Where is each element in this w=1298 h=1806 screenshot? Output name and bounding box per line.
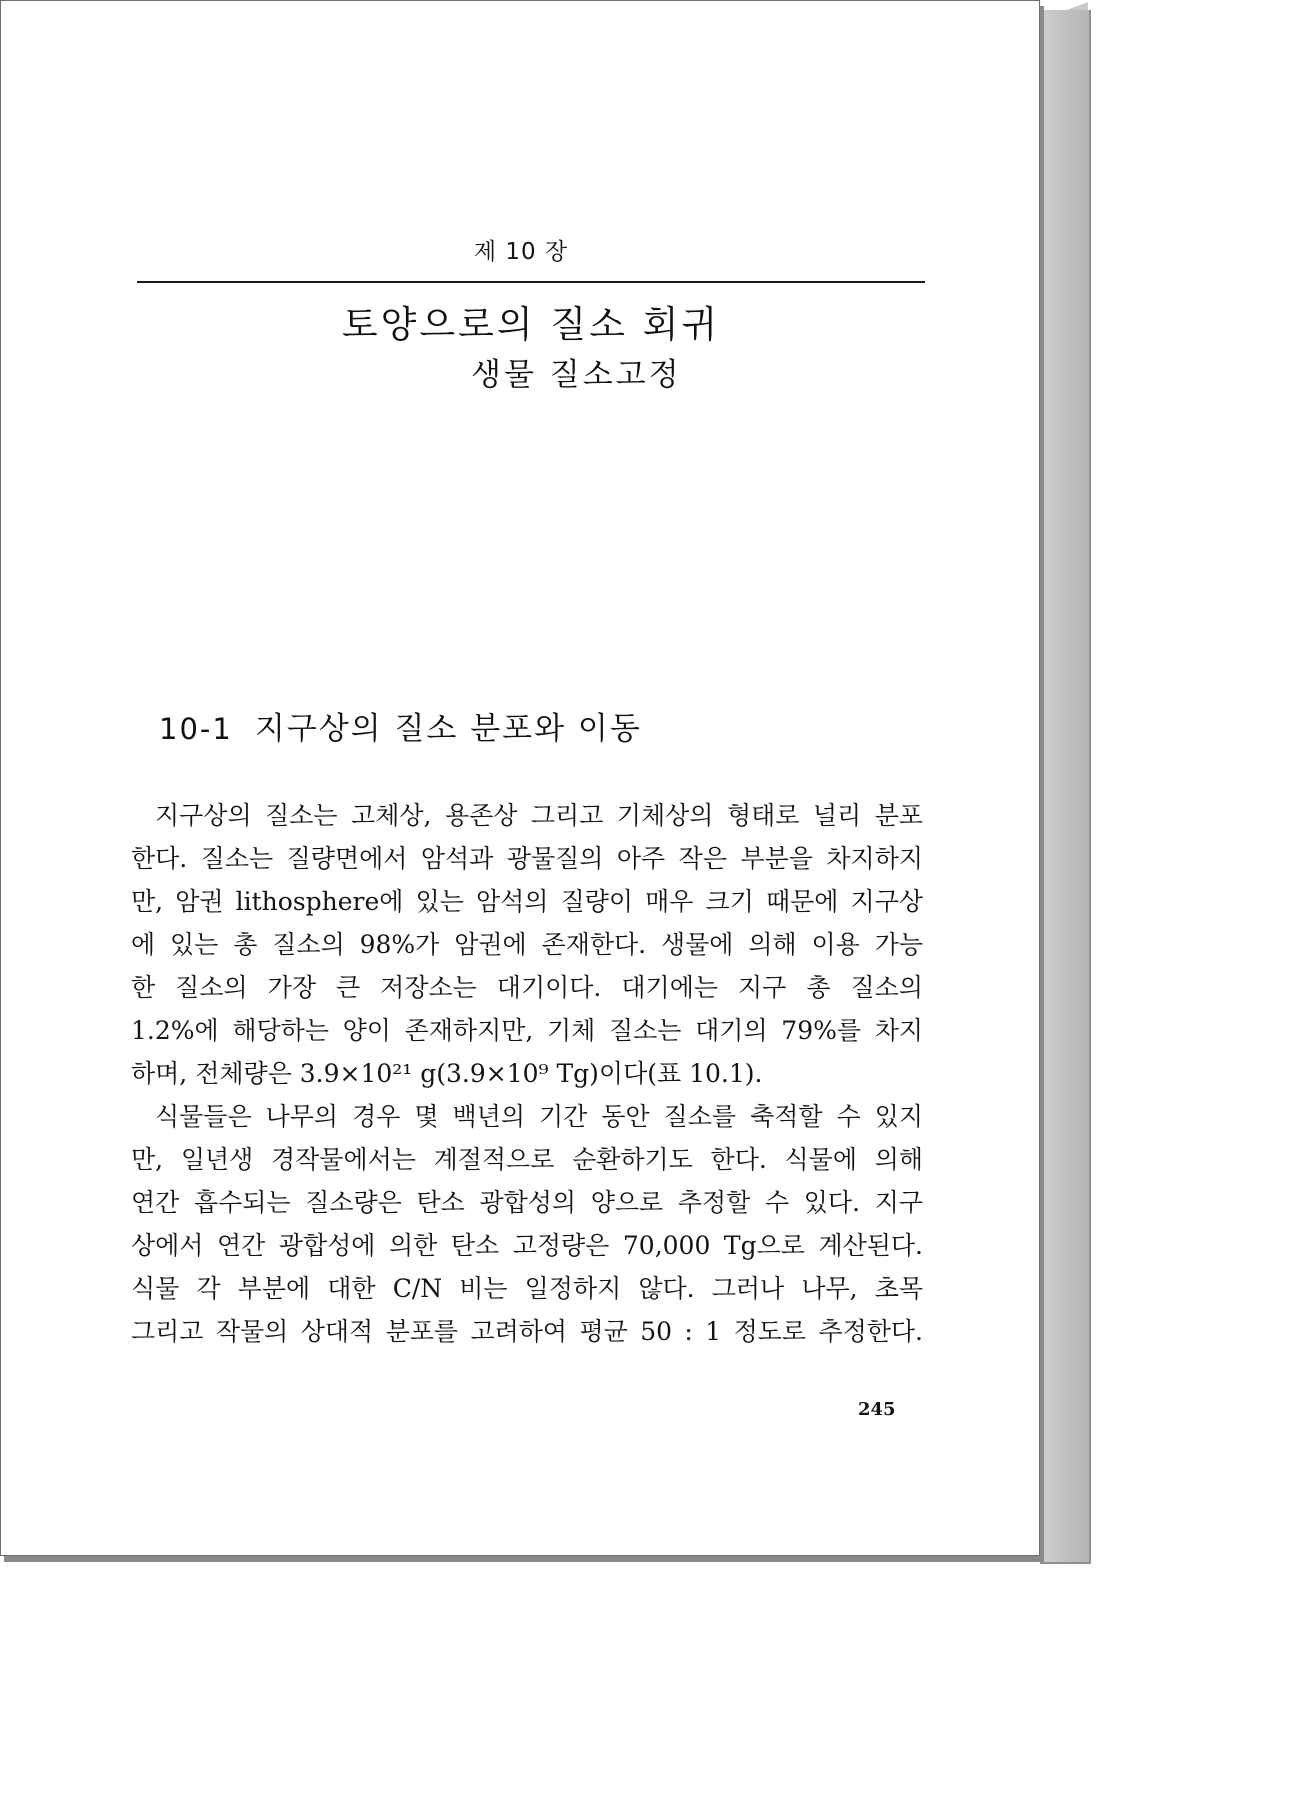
section-title: 지구상의 질소 분포와 이동 <box>254 711 642 747</box>
paragraph-2-line-3: 연간 흡수되는 질소량은 탄소 광합성의 양으로 추정할 수 있다. 지구 <box>131 1188 923 1217</box>
paragraph-1-line-5: 한 질소의 가장 큰 저장소는 대기이다. 대기에는 지구 총 질소의 <box>131 973 923 1002</box>
paragraph-1-line-7: 하며, 전체량은 3.9×10²¹ g(3.9×10⁹ Tg)이다(표 10.1). <box>131 1059 763 1088</box>
paragraph-2-line-4: 상에서 연간 광합성에 의한 탄소 고정량은 70,000 Tg으로 계산된다. <box>131 1231 923 1260</box>
paragraph-1-line-4: 에 있는 총 질소의 98%가 암권에 존재한다. 생물에 의해 이용 가능 <box>131 930 923 959</box>
paragraph-2-line-1: 식물들은 나무의 경우 몇 백년의 기간 동안 질소를 축적할 수 있지 <box>155 1102 923 1131</box>
paragraph-1-line-2: 한다. 질소는 질량면에서 암석과 광물질의 아주 작은 부분을 차지하지 <box>131 844 923 873</box>
chapter-label: 제 10 장 <box>473 239 569 265</box>
paragraph-1-line-6: 1.2%에 해당하는 양이 존재하지만, 기체 질소는 대기의 79%를 차지 <box>131 1016 923 1045</box>
paragraph-2-line-5: 식물 각 부분에 대한 C/N 비는 일정하지 않다. 그러나 나무, 초목 <box>131 1274 923 1303</box>
paragraph-2-line-2: 만, 일년생 경작물에서는 계절적으로 순환하기도 한다. 식물에 의해 <box>131 1145 923 1174</box>
paragraph-1-line-1: 지구상의 질소는 고체상, 용존상 그리고 기체상의 형태로 널리 분포 <box>155 801 923 830</box>
page-number: 245 <box>858 1399 896 1420</box>
chapter-title: 토양으로의 질소 회귀 <box>341 303 721 346</box>
chapter-subtitle: 생물 질소고정 <box>471 357 682 393</box>
body-text <box>131 794 923 1353</box>
page-edge <box>1040 10 1091 1564</box>
paragraph-2-line-6: 그리고 작물의 상대적 분포를 고려하여 평균 50 : 1 정도로 추정한다. <box>131 1317 923 1346</box>
section-number: 10-1 <box>159 712 233 746</box>
section-heading <box>159 703 642 748</box>
paragraph-1-line-3: 만, 암권 lithosphere에 있는 암석의 질량이 매우 크기 때문에 지구상 <box>131 887 923 916</box>
chapter-rule <box>137 281 925 283</box>
